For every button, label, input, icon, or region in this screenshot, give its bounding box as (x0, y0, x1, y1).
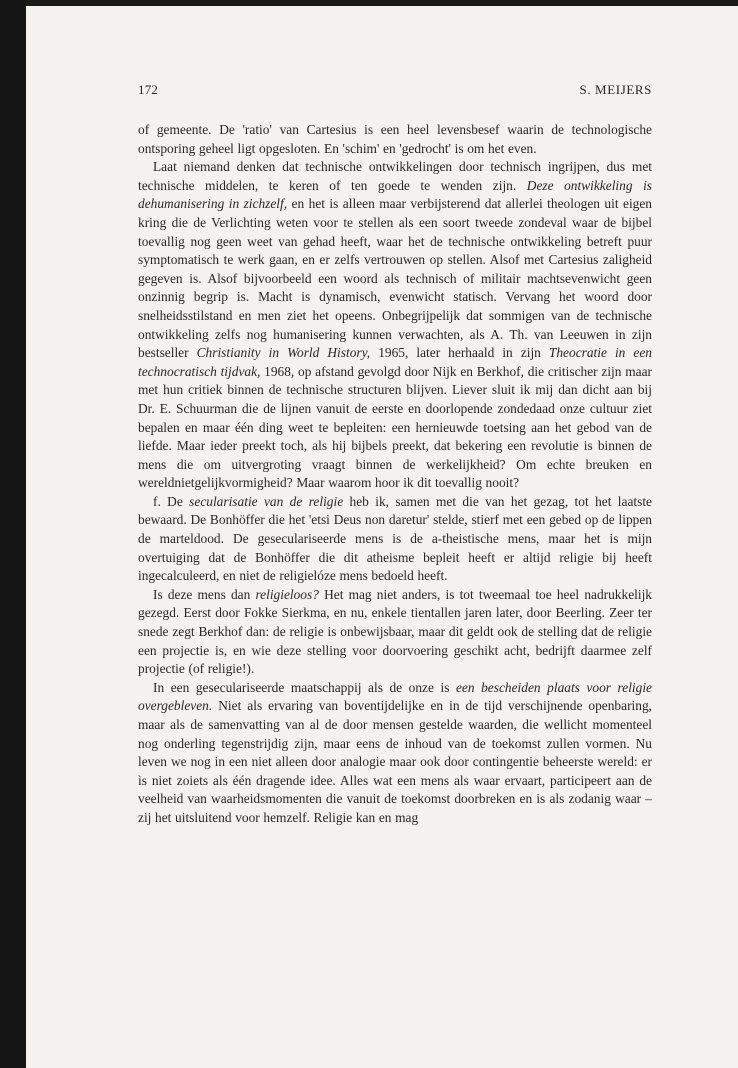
italic-text: Deze ontwikkeling is dehumanisering in zichzelf, (138, 177, 652, 212)
italic-text: Christianity in World History, (196, 345, 371, 361)
text-run: f. De (153, 493, 190, 509)
scan-border-left (0, 0, 26, 1068)
running-head-author: S. MEIJERS (579, 82, 652, 97)
text-run: Is deze mens dan (153, 586, 256, 602)
italic-text: een bescheiden plaats voor religie overgebleven. (138, 679, 652, 714)
paragraph (138, 158, 652, 493)
text-run: Het mag niet anders, is tot tweemaal toe heel nadrukkelijk gezegd. Eerst door Fokke Sierkma, en nu, enkele tientallen jaren later, door Beerling. Zeer ter snede zegt Berkhof dan: de religie is onbewijsbaar, maar dit geldt ook de stelling dat de religie een projectie is, en wie deze stelling voor doorvoering geschikt acht, bedrijft daarmee zelf projectie (of religie!). (138, 586, 652, 677)
text-run: 1965, later herhaald in zijn (370, 345, 549, 361)
body-text (138, 121, 652, 828)
page-number: 172 (138, 82, 159, 97)
paragraph (138, 586, 652, 679)
text-run: of gemeente. De 'ratio' van Cartesius is een heel levensbesef waarin de technologische ontsporing geheel ligt opgesloten. En 'schim' en 'gedrocht' is om het even. (138, 122, 652, 156)
paragraph (138, 679, 652, 828)
text-run: In een geseculariseerde maatschappij als de onze is (153, 679, 456, 695)
text-run: Laat niemand denken dat technische ontwikkelingen door technisch ingrijpen, dus met technische middelen, te keren of ten goede te wenden zijn. (138, 159, 652, 193)
italic-text: religieloos? (255, 586, 319, 602)
italic-text: Theocratie in een technocratisch tijdvak, (138, 345, 652, 379)
text-run: en het is alleen maar verbijsterend dat allerlei theologen uit eigen kring die de Verlichting weten voor te stellen als een soort tweede zondeval waar de bijbel toevallig nog geen weet van gehad heeft, waar het de technische ontwikkeling betreft puur symptomatisch te werk gaan, en er zelfs vertrouwen op stellen. Alsof met Cartesius zaligheid gegeven is. Alsof bijvoorbeeld een woord als technisch of militair machtsevenwicht geen onzinnig begrip is. Macht is dynamisch, evenwicht statisch. Vervang het woord door snelheidsstilstand en men ziet het opeens. Onbegrijpelijk dat sommigen van de technische ontwikkeling zelfs nog humanisering kunnen verwachten, als A. Th. van Leeuwen in zijn bestseller (138, 196, 652, 361)
text-run: heb ik, samen met die van het gezag, tot het laatste bewaard. De Bonhöffer die het 'etsi Deus non daretur' stelde, stierf met een gebed op de lippen de marteldood. De geseculariseerde mens is de a-theistische mens, maar het is mijn overtuiging dat de Bonhöffer die dit atheisme bepleit heeft er altijd religie bij heeft ingecalculeerd, en niet de religielóze mens bedoeld heeft. (138, 493, 653, 584)
paragraph (138, 121, 652, 158)
text-run: Niet als ervaring van boventijdelijke en in de tijd verschijnende openbaring, maar als de samenvatting van al de door mensen gestelde waarden, die wellicht momenteel nog onderling tegenstrijdig zijn, maar eens de inhoud van de toekomst zullen vormen. Nu leven we nog in een niet alleen door analogie maar ook door contingentie beheerste wereld: er ìs niet zoiets als één dragende idee. Alles wat een mens als waar ervaart, participeert aan de veelheid van waarheidsmomenten die vanuit de toekomst doorbreken en is als zodanig waar – zij het uitsluitend voor hemzelf. Religie kan en mag (138, 698, 652, 825)
text-run: 1968, op afstand gevolgd door Nijk en Berkhof, die critischer zijn maar met hun critiek binnen de technische structuren blijven. Liever sluit ik mij dan dicht aan bij Dr. E. Schuurman die de lijnen vanuit de eerste en doorlopende zondedaad onze cultuur ziet bepalen en maar één ding weet te bepleiten: een hernieuwde toetsing aan het gebod van de liefde. Maar ieder preekt toch, als hij bijbels preekt, dat bekering een revolutie is binnen de mens die om uitvergroting vraagt binnen de werkelijkheid? Om echte breuken en wereldnietgelijkvormigheid? Maar waarom hoor ik dit toevallig nooit? (138, 363, 652, 491)
paragraph (138, 493, 652, 586)
italic-text: secularisatie van de religie (189, 493, 344, 509)
running-head (138, 82, 652, 102)
